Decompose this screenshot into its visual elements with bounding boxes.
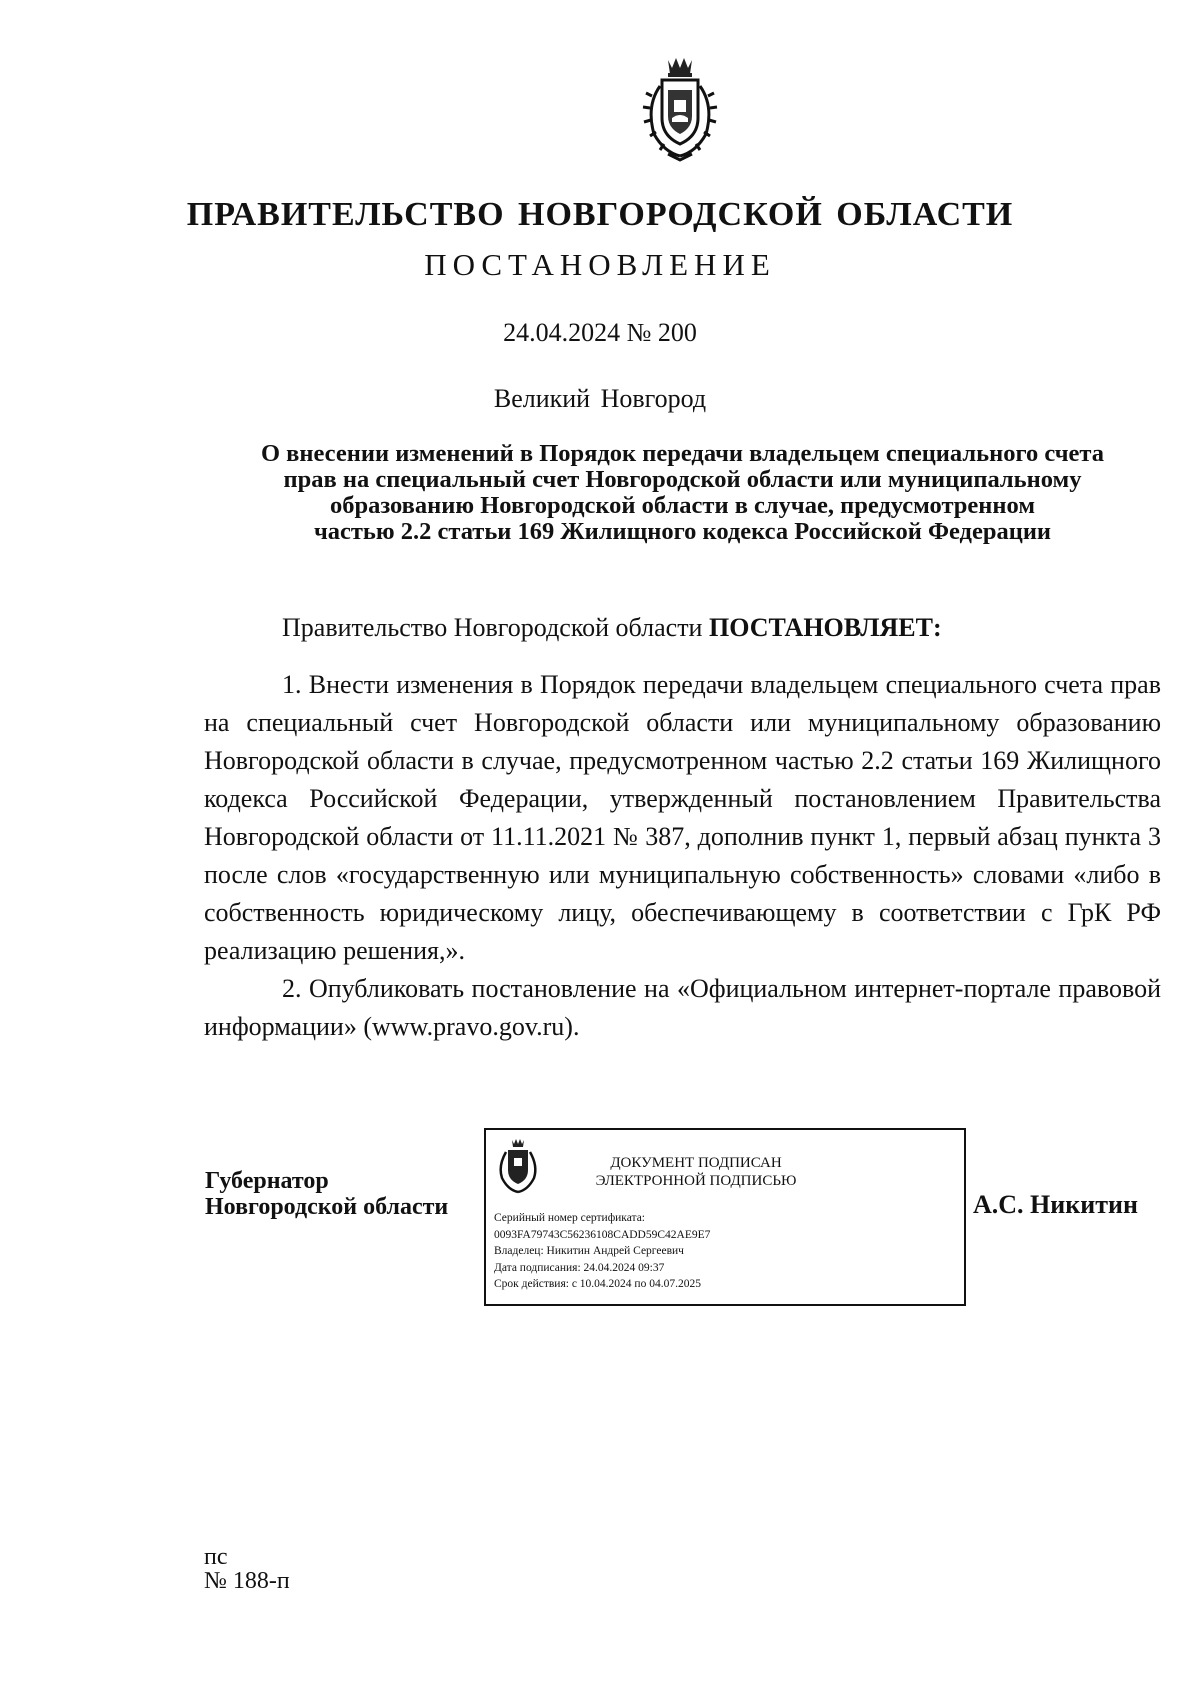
document-type: ПОСТАНОВЛЕНИЕ <box>424 247 776 282</box>
subject-line: прав на специальный счет Новгородской области или муниципальному <box>283 466 1082 493</box>
electronic-signature-stamp <box>484 1128 966 1306</box>
intro-resolves: ПОСТАНОВЛЯЕТ: <box>708 613 942 642</box>
coat-of-arms-icon <box>638 56 722 162</box>
stamp-heading-line: ДОКУМЕНТ ПОДПИСАН <box>610 1155 782 1171</box>
document-body <box>204 666 1161 1046</box>
signatory-position-line: Новгородской области <box>205 1194 449 1220</box>
stamp-heading <box>546 1154 846 1190</box>
document-date-number: 24.04.2024 № 200 <box>503 318 697 347</box>
document-city: Великий Новгород <box>493 384 707 413</box>
signatory-position <box>205 1168 448 1220</box>
intro-line <box>282 613 942 643</box>
certificate-label: Серийный номер сертификата: <box>494 1212 645 1224</box>
certificate-validity: Срок действия: с 10.04.2024 по 04.07.2025 <box>494 1278 701 1290</box>
intro-text: Правительство Новгородской области <box>282 613 709 642</box>
document-footer <box>204 1545 290 1593</box>
subject-line: частью 2.2 статьи 169 Жилищного кодекса Российской Федерации <box>313 518 1052 545</box>
footer-line: пс <box>204 1544 228 1570</box>
stamp-details <box>494 1210 710 1293</box>
document-subject <box>205 441 1160 545</box>
certificate-serial: 0093FA79743C56236108CADD59C42AE9E7 <box>494 1228 711 1241</box>
paragraph-1: 1. Внести изменения в Порядок передачи владельцем специального счета прав на специальный счет Новгородской области или муниципальному образованию Новгородской области в случае, предусмотренном частью 2.2 статьи 169 Жилищного кодекса Российской Федерации, утвержденный постановлением Правительства Новгородской области от 11.11.2021 № 387, дополнив пункт 1, первый абзац пункта 3 после слов «государственную или муниципальную собственность» словами «либо в собственность юридическому лицу, обеспечивающему в соответствии с ГрК РФ реализацию решения,». <box>204 670 1161 965</box>
stamp-heading-line: ЭЛЕКТРОННОЙ ПОДПИСЬЮ <box>595 1173 797 1189</box>
signatory-position-line: Губернатор <box>205 1168 329 1194</box>
subject-line: образованию Новгородской области в случае, предусмотренном <box>329 492 1036 519</box>
certificate-owner: Владелец: Никитин Андрей Сергеевич <box>494 1245 684 1257</box>
government-title: ПРАВИТЕЛЬСТВО НОВГОРОДСКОЙ ОБЛАСТИ <box>186 196 1014 233</box>
footer-line: № 188-п <box>204 1568 290 1594</box>
subject-line: О внесении изменений в Порядок передачи владельцем специального счета <box>260 440 1105 467</box>
paragraph-2: 2. Опубликовать постановление на «Официальном интернет-портале правовой информации» (www.pravo.gov.ru). <box>204 974 1161 1041</box>
signatory-name: А.С. Никитин <box>973 1190 1138 1219</box>
coat-of-arms-icon <box>496 1138 540 1194</box>
signing-date: Дата подписания: 24.04.2024 09:37 <box>494 1261 665 1274</box>
